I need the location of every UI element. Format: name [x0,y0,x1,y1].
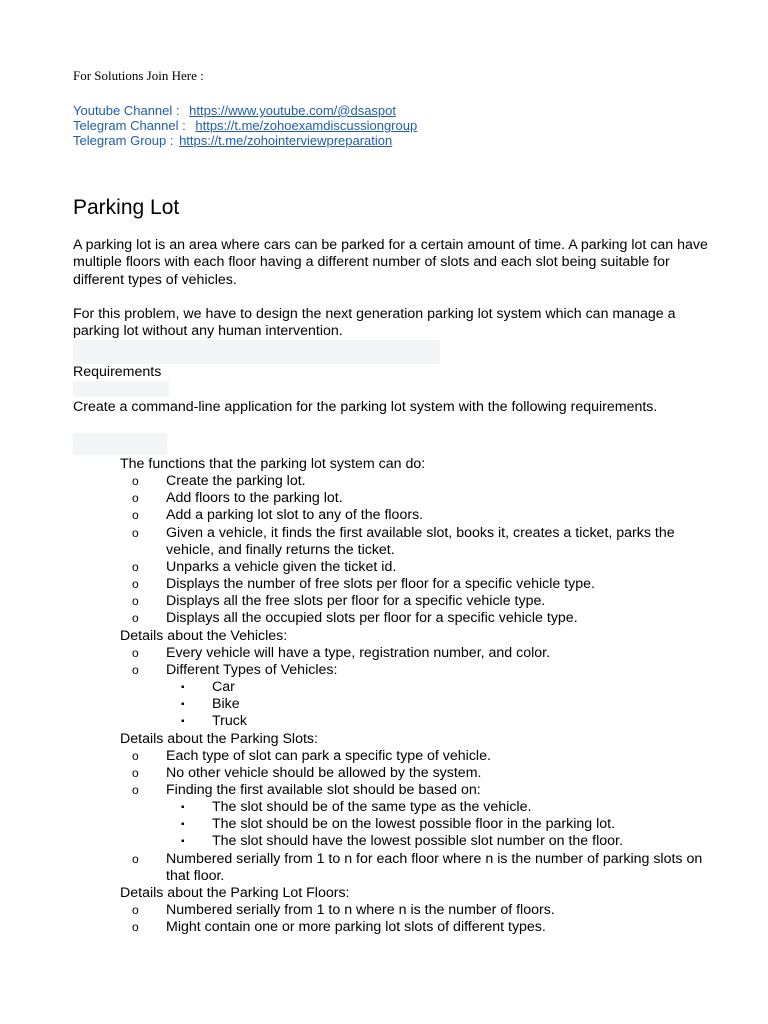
circle-bullet-icon: o [132,508,139,523]
section-heading: The functions that the parking lot system can do: [120,456,426,472]
list-item [73,748,733,765]
square-bullet-icon: ▪ [181,802,185,814]
list-item [73,559,733,576]
telegram-channel-row [73,118,417,133]
list-item-text: Numbered serially from 1 to n where n is the number of floors. [166,902,555,919]
list-item [73,765,733,782]
list-item [73,851,733,885]
circle-bullet-icon: o [132,525,139,540]
square-bullet-icon: ▪ [181,699,185,711]
list-item-text: Each type of slot can park a specific type of vehicle. [166,747,491,764]
list-item [73,610,733,627]
youtube-channel-link[interactable]: https://www.youtube.com/@dsaspot [189,103,396,118]
page-title: Parking Lot [73,196,180,219]
telegram-group-label: Telegram Group : [73,133,174,148]
list-item-text: Add floors to the parking lot. [166,490,343,507]
square-bullet-icon: ▪ [181,716,185,728]
sub-list-item [73,679,733,696]
square-bullet-icon: ▪ [181,836,185,848]
list-item-text: Create the parking lot. [166,473,306,490]
circle-bullet-icon: o [132,782,139,797]
telegram-group-link[interactable]: https://t.me/zohointerviewpreparation [179,133,393,148]
highlight-shade [73,433,167,455]
list-item [73,782,733,799]
list-item-text: Bike [212,696,240,713]
circle-bullet-icon: o [132,920,139,935]
list-item-text: Add a parking lot slot to any of the floors. [166,507,424,524]
circle-bullet-icon: o [132,491,139,506]
circle-bullet-icon: o [132,559,139,574]
highlight-shade [73,340,440,364]
list-item [73,902,733,919]
list-item-text: Given a vehicle, it finds the first available slot, books it, creates a ticket, parks the vehicle, and finally returns the ticket. [166,524,675,558]
youtube-channel-row [73,103,417,118]
sub-list-item [73,713,733,730]
list-item-text: Displays the number of free slots per floor for a specific vehicle type. [166,576,595,593]
section-heading: Details about the Parking Lot Floors: [120,884,350,901]
list-item-text: The slot should be on the lowest possible floor in the parking lot. [212,816,616,833]
list-item-text: Displays all the free slots per floor for a specific vehicle type. [166,593,546,610]
sub-list-item [73,799,733,816]
list-item [73,525,733,559]
square-bullet-icon: ▪ [181,819,185,831]
links-block [73,103,417,148]
circle-bullet-icon: o [132,748,139,763]
list-item-text: Truck [212,713,247,730]
requirements-outline [73,456,733,936]
youtube-channel-label: Youtube Channel : [73,103,180,118]
circle-bullet-icon: o [132,903,139,918]
circle-bullet-icon: o [132,474,139,489]
list-item-text: The slot should have the lowest possible slot number on the floor. [212,833,623,850]
section-heading: Details about the Parking Slots: [120,730,318,747]
circle-bullet-icon: o [132,577,139,592]
telegram-group-row [73,133,417,148]
telegram-channel-link[interactable]: https://t.me/zohoexamdiscussiongroup [195,118,418,133]
circle-bullet-icon: o [132,645,139,660]
highlight-shade [73,381,169,397]
list-item [73,662,733,679]
list-item-text: Might contain one or more parking lot slots of different types. [166,919,546,936]
list-item [73,507,733,524]
solutions-header: For Solutions Join Here : [73,68,204,83]
telegram-channel-label: Telegram Channel : [73,118,186,133]
list-item-text: Finding the first available slot should be based on: [166,781,481,798]
list-item [73,919,733,936]
list-item-text: The slot should be of the same type as the vehicle. [212,799,532,816]
circle-bullet-icon: o [132,765,139,780]
circle-bullet-icon: o [132,611,139,626]
sub-list-item [73,696,733,713]
list-item-text: Different Types of Vehicles: [166,661,338,678]
circle-bullet-icon: o [132,594,139,609]
square-bullet-icon: ▪ [181,682,185,694]
sub-list-item [73,833,733,850]
requirements-heading: Requirements [73,364,162,380]
list-item-text: Every vehicle will have a type, registration number, and color. [166,644,551,661]
circle-bullet-icon: o [132,662,139,677]
list-item-text: No other vehicle should be allowed by the system. [166,764,482,781]
list-item-text: Car [212,679,235,696]
list-item [73,473,733,490]
problem-paragraph: For this problem, we have to design the next generation parking lot system which can manage a parking lot without any human intervention. [73,306,676,340]
section-heading: Details about the Vehicles: [120,627,288,644]
requirements-intro: Create a command-line application for the parking lot system with the following requirements. [73,399,658,415]
list-item [73,490,733,507]
list-item [73,645,733,662]
intro-paragraph: A parking lot is an area where cars can be parked for a certain amount of time. A parking lot can have multiple floors with each floor having a different number of slots and each slot being suitable for different types of vehicles. [73,237,708,288]
circle-bullet-icon: o [132,851,139,866]
list-item-text: Unparks a vehicle given the ticket id. [166,558,397,575]
list-item [73,576,733,593]
list-item-text: Displays all the occupied slots per floor for a specific vehicle type. [166,610,578,627]
list-item-text: Numbered serially from 1 to n for each floor where n is the number of parking slots on that floor. [166,850,703,884]
list-item [73,593,733,610]
sub-list-item [73,816,733,833]
